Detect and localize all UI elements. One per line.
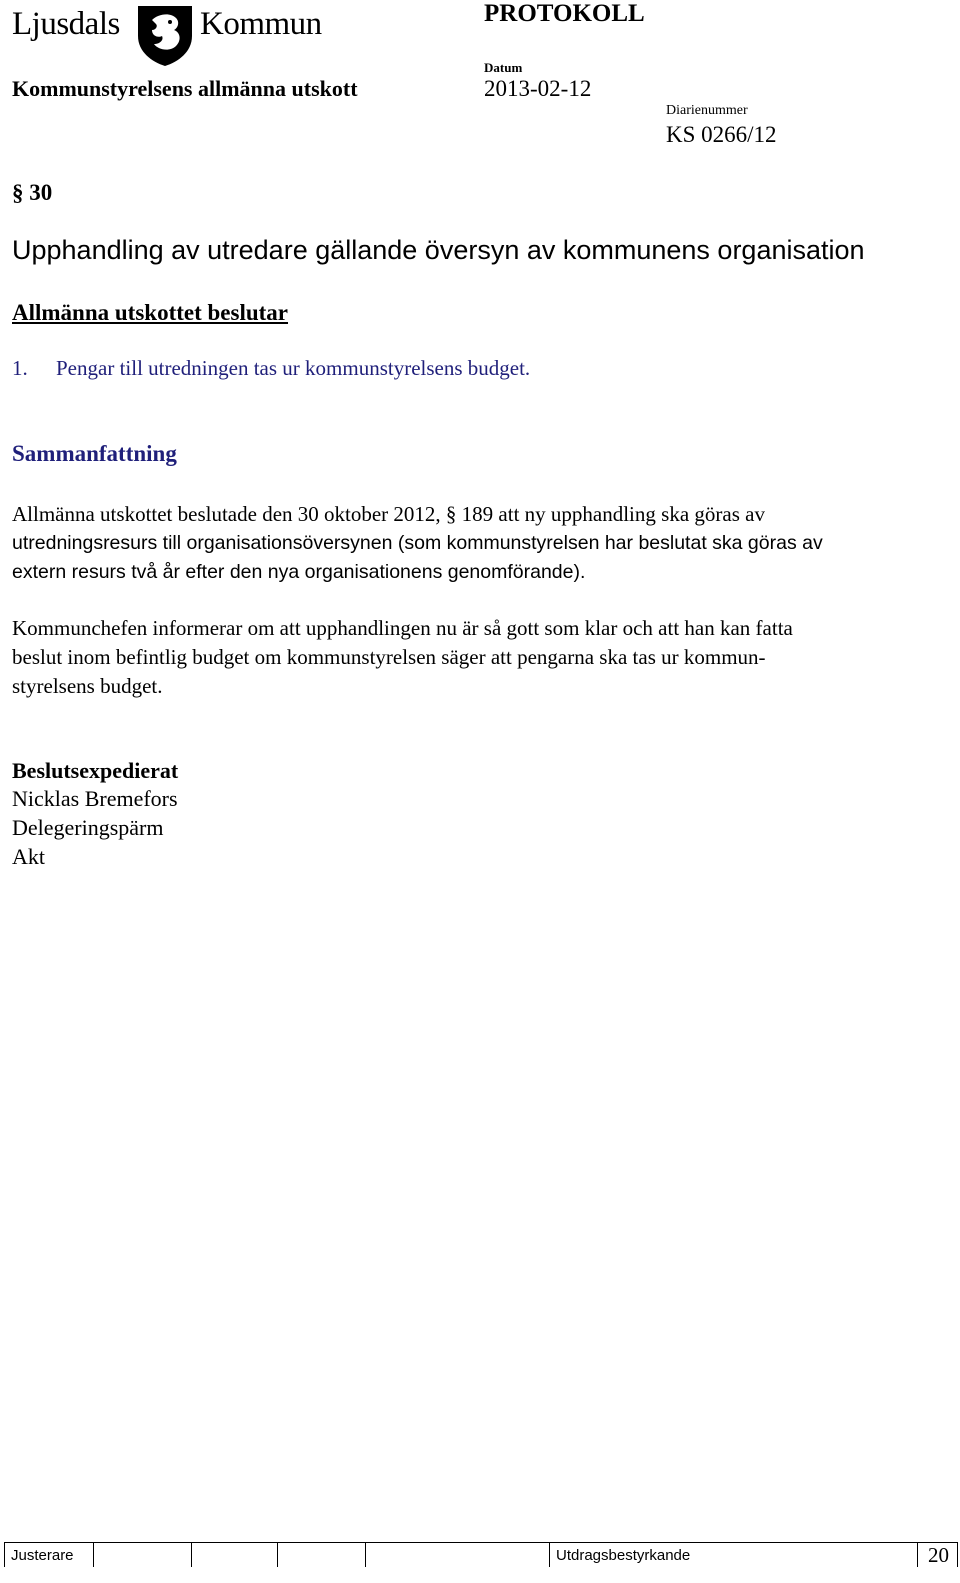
footer-cell bbox=[191, 1543, 192, 1567]
registration-number-value: KS 0266/12 bbox=[666, 122, 777, 147]
registration-number-label: Diarienummer bbox=[666, 103, 748, 118]
date-label: Datum bbox=[484, 60, 523, 75]
summary-p2-line-1: Kommunchefen informerar om att upphandlingen nu är så gott som klar och att han kan fatta bbox=[12, 616, 793, 640]
summary-paragraph-1 bbox=[12, 500, 942, 587]
expedition-heading: Beslutsexpedierat bbox=[12, 758, 179, 783]
footer-cell bbox=[549, 1543, 691, 1567]
decision-item-number: 1. bbox=[12, 356, 28, 380]
footer-justerare-label: Justerare bbox=[11, 1547, 74, 1564]
date-value: 2013-02-12 bbox=[484, 76, 592, 101]
committee-name: Kommunstyrelsens allmänna utskott bbox=[12, 76, 358, 101]
decision-item bbox=[12, 356, 530, 381]
paragraph-title: Upphandling av utredare gällande översyn av kommunens organisation bbox=[12, 235, 865, 265]
coat-of-arms-icon bbox=[134, 2, 196, 68]
summary-paragraph-2 bbox=[12, 614, 942, 701]
summary-line-2: utredningsresurs till organisationsöversynen (som kommunstyrelsen har beslutat ska göras av bbox=[12, 532, 823, 554]
logo-text-right: Kommun bbox=[200, 6, 322, 42]
decision-heading: Allmänna utskottet beslutar bbox=[12, 300, 289, 325]
page-number: 20 bbox=[928, 1543, 949, 1567]
footer-cell bbox=[917, 1543, 949, 1567]
summary-line-1: Allmänna utskottet beslutade den 30 oktober 2012, § 189 att ny upphandling ska göras av bbox=[12, 502, 765, 526]
summary-p2-line-3: styrelsens budget. bbox=[12, 674, 163, 698]
paragraph-number: § 30 bbox=[12, 180, 53, 205]
footer-cell bbox=[93, 1543, 94, 1567]
footer-utdragsbestyrkande-label: Utdragsbestyrkande bbox=[556, 1547, 691, 1564]
summary-line-3: extern resurs två år efter den nya organisationens genomförande). bbox=[12, 561, 586, 583]
expedition-recipient: Nicklas Bremefors bbox=[12, 786, 178, 811]
decision-item-text: Pengar till utredningen tas ur kommunstyrelsens budget. bbox=[56, 356, 531, 380]
summary-p2-line-2: beslut inom befintlig budget om kommunstyrelsen säger att pengarna ska tas ur kommun- bbox=[12, 645, 766, 669]
footer-cell bbox=[365, 1543, 366, 1567]
summary-heading: Sammanfattning bbox=[12, 441, 177, 466]
expedition-recipient: Delegeringspärm bbox=[12, 815, 164, 840]
expedition-recipient: Akt bbox=[12, 844, 45, 869]
footer-cell bbox=[277, 1543, 278, 1567]
signature-footer bbox=[4, 1542, 958, 1567]
document-type: PROTOKOLL bbox=[484, 0, 645, 27]
logo-text-left: Ljusdals bbox=[12, 6, 120, 42]
